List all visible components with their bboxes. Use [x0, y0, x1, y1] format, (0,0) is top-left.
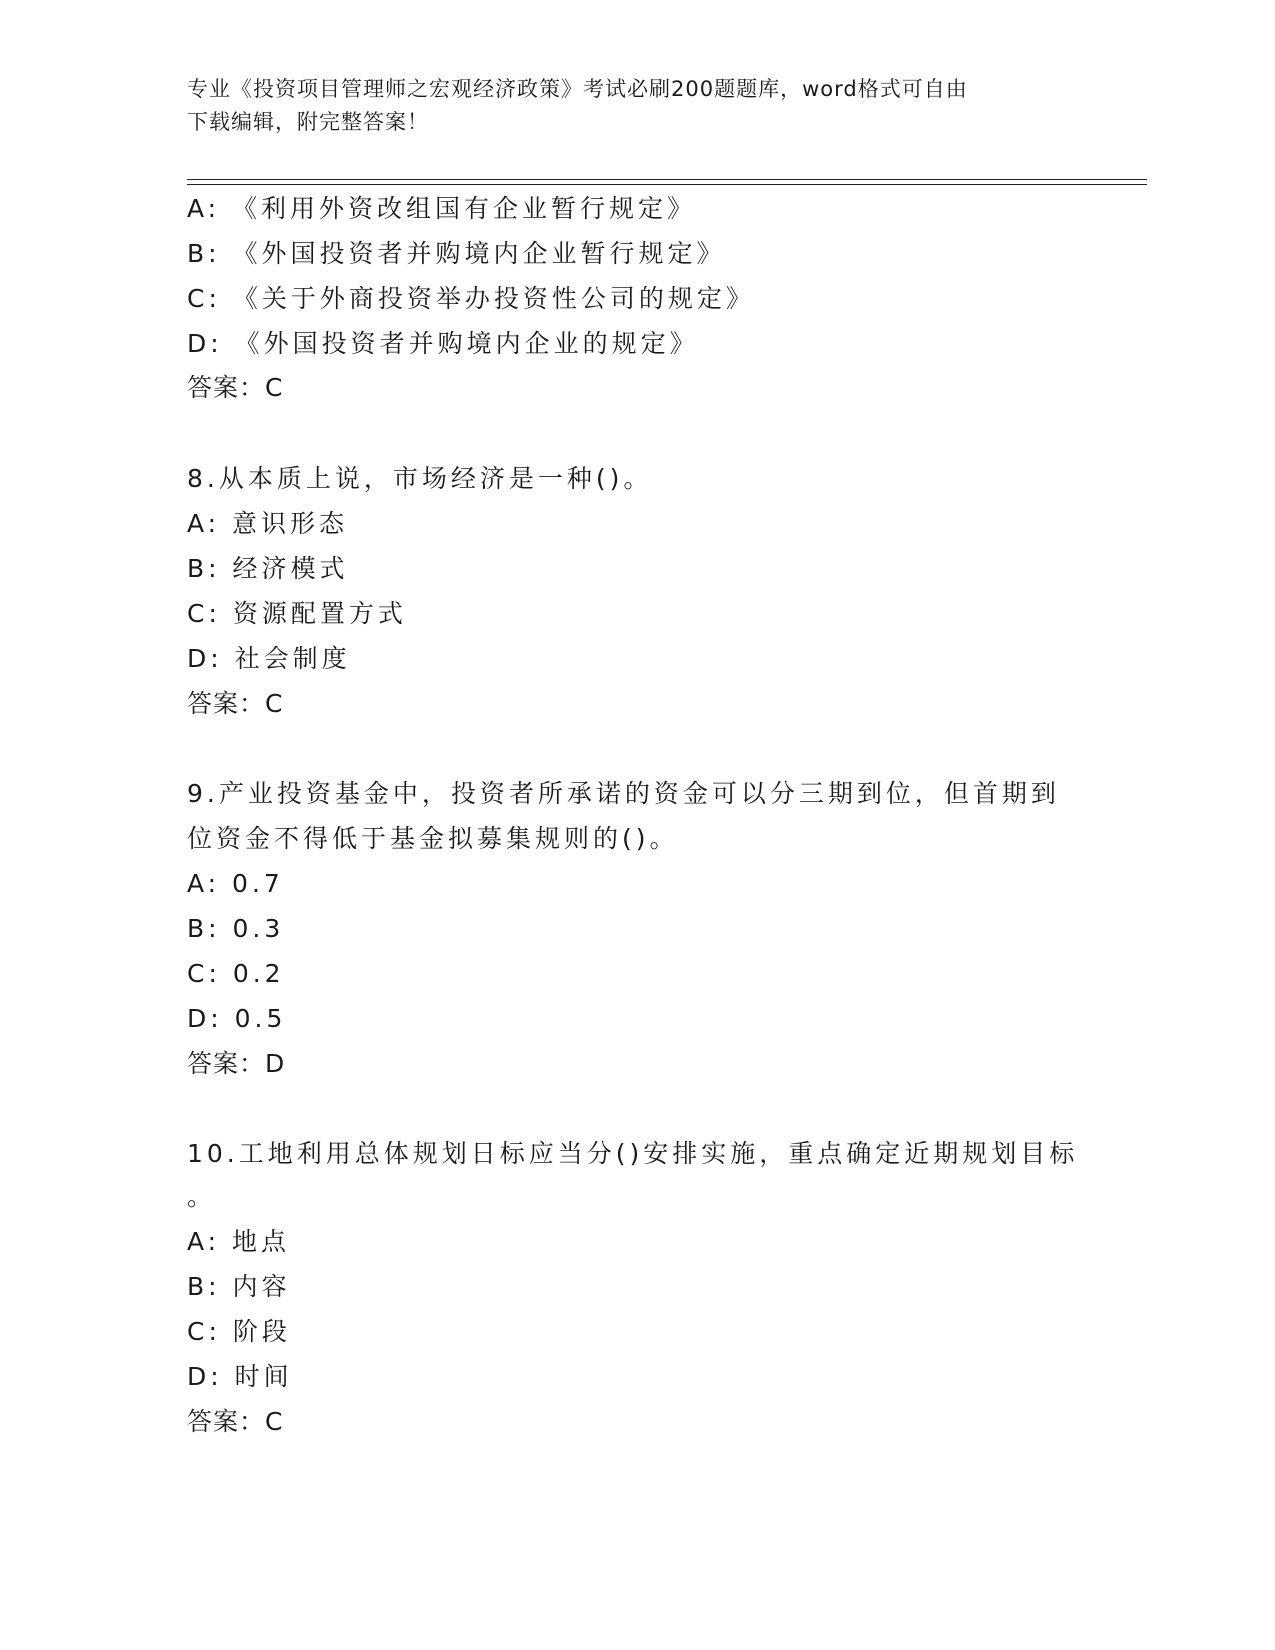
q9-option-a: A: 0.7: [187, 869, 284, 898]
q10-question-line-1: 10.工地利用总体规划日标应当分()安排实施，重点确定近期规划目标: [187, 1139, 1079, 1168]
q10-option-a: A: 地点: [187, 1227, 291, 1256]
q9-question-line-1: 9.产业投资基金中，投资者所承诺的资金可以分三期到位，但首期到: [187, 779, 1060, 808]
q9-answer: 答案：D: [187, 1049, 286, 1078]
header-line-2: 下载编辑，附完整答案！: [187, 110, 429, 134]
q7-option-c: C: 《关于外商投资举办投资性公司的规定》: [187, 284, 755, 313]
q10-option-b: B: 内容: [187, 1272, 291, 1301]
q7-option-b: B: 《外国投资者并购境内企业暂行规定》: [187, 239, 726, 268]
q8-option-c: C: 资源配置方式: [187, 599, 407, 628]
q8-answer: 答案：C: [187, 689, 284, 718]
q8-question: 8.从本质上说，市场经济是一种()。: [187, 464, 653, 493]
q10-answer: 答案：C: [187, 1407, 284, 1436]
q9-option-d: D: 0.5: [187, 1004, 287, 1033]
q9-question-line-2: 位资金不得低于基金拟募集规则的()。: [187, 824, 679, 853]
q10-option-d: D: 时间: [187, 1362, 293, 1391]
q7-option-a: A: 《利用外资改组国有企业暂行规定》: [187, 194, 697, 223]
header-rule-top: [187, 179, 1147, 180]
q9-option-c: C: 0.2: [187, 959, 285, 988]
q10-option-c: C: 阶段: [187, 1317, 291, 1346]
q8-option-a: A: 意识形态: [187, 509, 349, 538]
q10-question-line-2: 。: [187, 1182, 217, 1211]
q8-option-b: B: 经济模式: [187, 554, 349, 583]
header-rule-bottom: [187, 184, 1147, 185]
q9-option-b: B: 0.3: [187, 914, 285, 943]
q7-answer: 答案：C: [187, 373, 284, 402]
q7-option-d: D: 《外国投资者并购境内企业的规定》: [187, 329, 699, 358]
q8-option-d: D: 社会制度: [187, 644, 351, 673]
document-header: [187, 73, 1087, 139]
header-line-1: 专业《投资项目管理师之宏观经济政策》考试必刷200题题库，word格式可自由: [187, 77, 968, 101]
